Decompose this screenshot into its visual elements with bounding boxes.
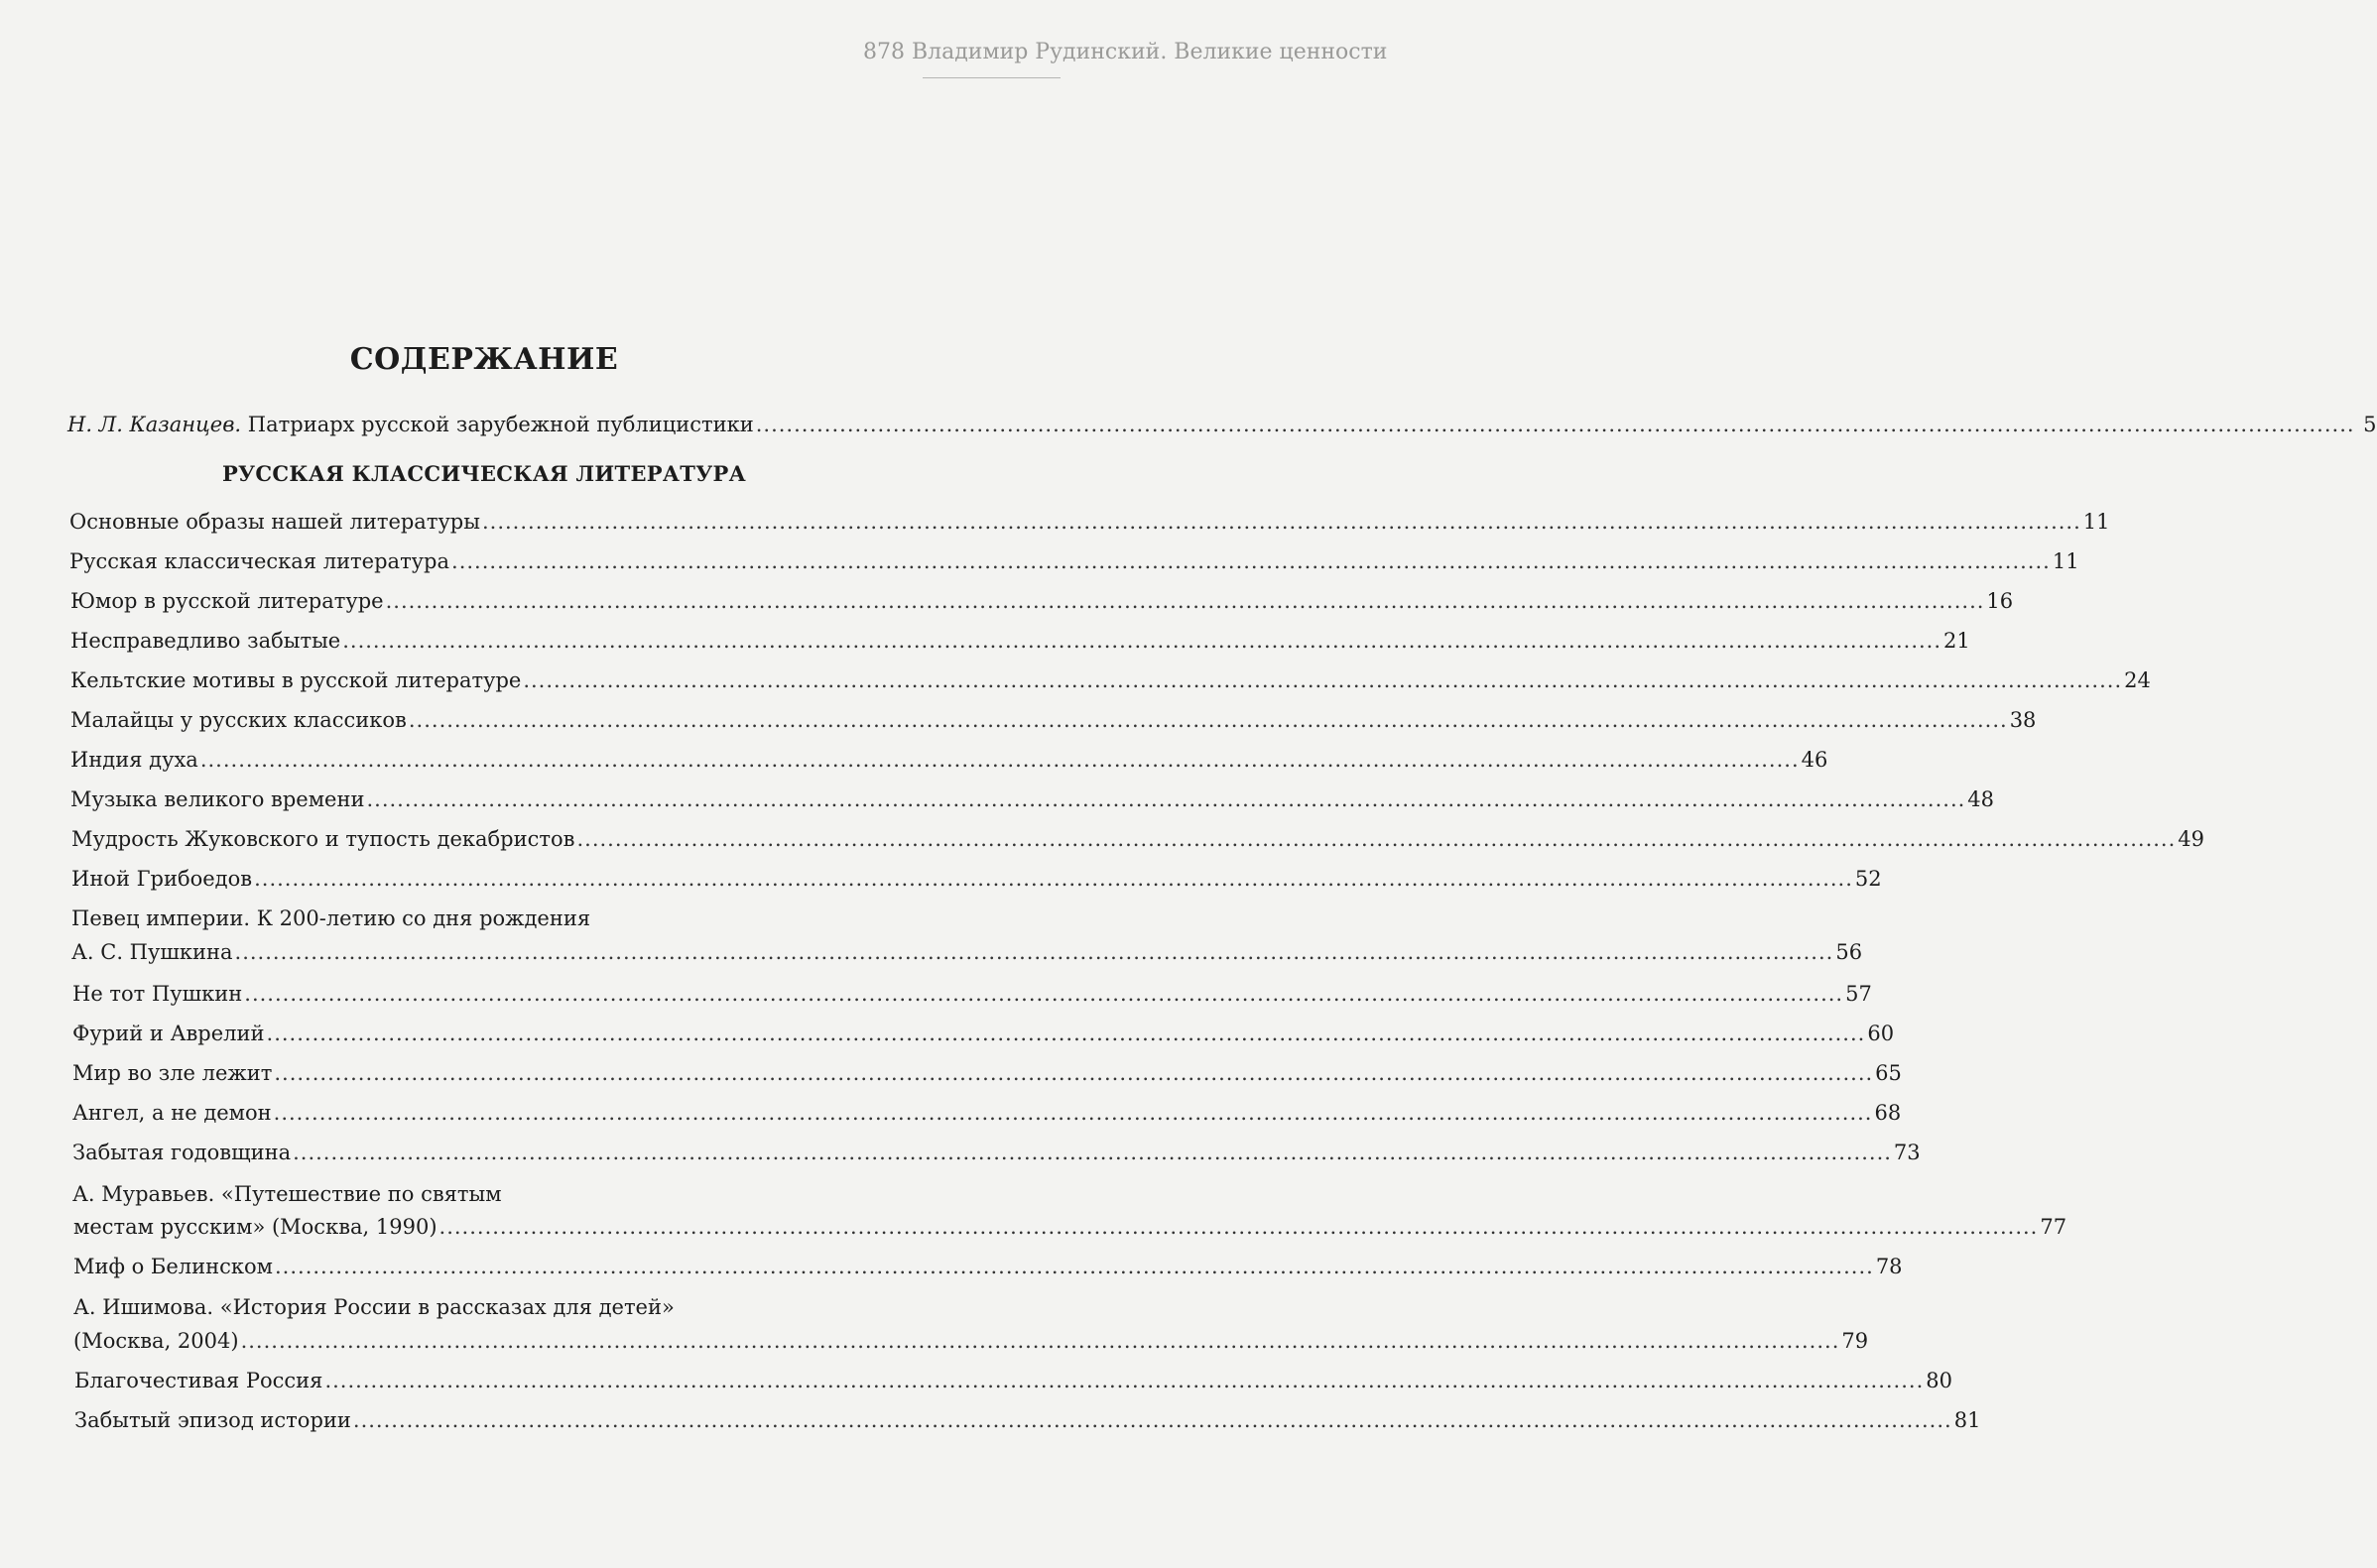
entry-title: Ангел, а не демон xyxy=(72,1101,272,1125)
entry-title: А. С. Пушкина xyxy=(71,940,233,964)
toc-entry xyxy=(0,628,1970,654)
header-rule xyxy=(923,77,1061,78)
dot-leader xyxy=(366,786,1965,812)
dot-leader xyxy=(523,667,2122,693)
toc-entry xyxy=(0,866,1882,892)
page-number: 80 xyxy=(1926,1369,1952,1392)
page-number: 79 xyxy=(1841,1329,1869,1353)
page-number: 78 xyxy=(1875,1255,1903,1278)
page-number: 16 xyxy=(1986,589,2014,613)
toc-entry xyxy=(0,1328,1869,1354)
page-number: 57 xyxy=(1845,982,1872,1006)
page-number: 49 xyxy=(2178,827,2205,851)
toc-entry xyxy=(0,1021,1895,1046)
entry-title: Музыка великого времени xyxy=(70,787,365,811)
dot-leader xyxy=(386,588,1985,614)
dot-leader xyxy=(244,981,1843,1007)
toc-entry xyxy=(0,826,2205,852)
dot-leader xyxy=(235,939,1834,965)
page-number: 48 xyxy=(1967,787,1995,811)
dot-leader xyxy=(409,707,2008,733)
dot-leader xyxy=(451,548,2051,574)
entry-title: (Москва, 2004) xyxy=(73,1329,239,1353)
page-number: 65 xyxy=(1875,1061,1902,1085)
dot-leader xyxy=(439,1214,2039,1240)
toc-entry xyxy=(0,786,1995,812)
page-number: 56 xyxy=(1835,940,1863,964)
section-title: РУССКАЯ КЛАССИЧЕСКАЯ ЛИТЕРАТУРА xyxy=(221,461,747,486)
entry-title: Русская классическая литература xyxy=(69,549,450,573)
page-number: 21 xyxy=(1943,629,1970,653)
dot-leader xyxy=(576,826,2176,852)
toc-entry xyxy=(0,1100,1902,1126)
entry-title: Мудрость Жуковского и тупость декабристов xyxy=(71,827,575,851)
entry-title: Малайцы у русских классиков xyxy=(70,708,407,732)
entry-title-line1: А. Ишимова. «История России в рассказах для детей» xyxy=(73,1295,675,1319)
dot-leader xyxy=(274,1100,1873,1126)
toc-entry xyxy=(0,667,2151,693)
toc-entry xyxy=(0,588,2014,614)
toc-entry xyxy=(0,939,1863,965)
toc-entry-intro xyxy=(0,412,2377,437)
entry-title: Кельтские мотивы в русской литературе xyxy=(70,668,522,692)
page-number: 60 xyxy=(1867,1022,1895,1045)
dot-leader xyxy=(353,1407,1952,1433)
page-number: 11 xyxy=(2052,549,2079,573)
entry-title: Основные образы нашей литературы xyxy=(69,510,480,534)
entry-title: Несправедливо забытые xyxy=(70,629,341,653)
entry-title: Мир во зле лежит xyxy=(72,1061,273,1085)
entry-title-line1: А. Муравьев. «Путешествие по святым xyxy=(72,1182,502,1206)
page-number: 38 xyxy=(2009,708,2037,732)
dot-leader xyxy=(293,1140,1892,1165)
dot-leader xyxy=(254,866,1853,892)
entry-title: Забытая годовщина xyxy=(72,1141,292,1164)
page-number: 5 xyxy=(2363,413,2377,436)
toc-entry xyxy=(0,1140,1921,1165)
entry-title-line1: Певец империи. К 200-летию со дня рождения xyxy=(71,906,591,930)
toc-entry xyxy=(0,981,1872,1007)
page-number: 68 xyxy=(1874,1101,1902,1125)
dot-leader xyxy=(241,1328,1840,1354)
dot-leader xyxy=(756,412,2355,437)
dot-leader xyxy=(267,1021,1866,1046)
dot-leader xyxy=(274,1060,1873,1086)
toc-entry xyxy=(0,707,2037,733)
page-title: СОДЕРЖАНИЕ xyxy=(349,342,619,377)
toc-entry xyxy=(0,1060,1902,1086)
page-number: 24 xyxy=(2124,668,2151,692)
toc-entry xyxy=(0,1254,1903,1279)
page-number: 81 xyxy=(1953,1408,1981,1432)
page-number: 77 xyxy=(2040,1215,2067,1239)
dot-leader xyxy=(275,1254,1874,1279)
intro-author: Н. Л. Казанцев. xyxy=(67,413,242,436)
page-number: 52 xyxy=(1854,867,1882,891)
page-number: 73 xyxy=(1893,1141,1921,1164)
page-number: 46 xyxy=(1801,748,1828,772)
dot-leader xyxy=(482,509,2081,535)
running-head: 878 Владимир Рудинский. Великие ценности xyxy=(863,40,1388,64)
toc-entry xyxy=(0,1407,1981,1433)
toc-entry xyxy=(0,1368,1952,1393)
entry-title: Не тот Пушкин xyxy=(72,982,243,1006)
dot-leader xyxy=(324,1368,1924,1393)
toc-entry xyxy=(0,1214,2067,1240)
entry-title: Благочестивая Россия xyxy=(74,1369,323,1392)
page-number: 11 xyxy=(2082,510,2110,534)
entry-title: Забытый эпизод истории xyxy=(74,1408,351,1432)
toc-entry xyxy=(0,509,2110,535)
dot-leader xyxy=(342,628,1941,654)
dot-leader xyxy=(200,747,1800,773)
entry-title: Юмор в русской литературе xyxy=(70,589,384,613)
toc-entry xyxy=(0,548,2079,574)
entry-title: Индия духа xyxy=(70,748,198,772)
intro-title: Патриарх русской зарубежной публицистики xyxy=(247,413,754,436)
toc-entry xyxy=(0,747,1828,773)
entry-title: местам русским» (Москва, 1990) xyxy=(73,1215,438,1239)
entry-title: Миф о Белинском xyxy=(73,1255,273,1278)
entry-title: Иной Грибоедов xyxy=(71,867,253,891)
entry-title: Фурий и Аврелий xyxy=(72,1022,265,1045)
